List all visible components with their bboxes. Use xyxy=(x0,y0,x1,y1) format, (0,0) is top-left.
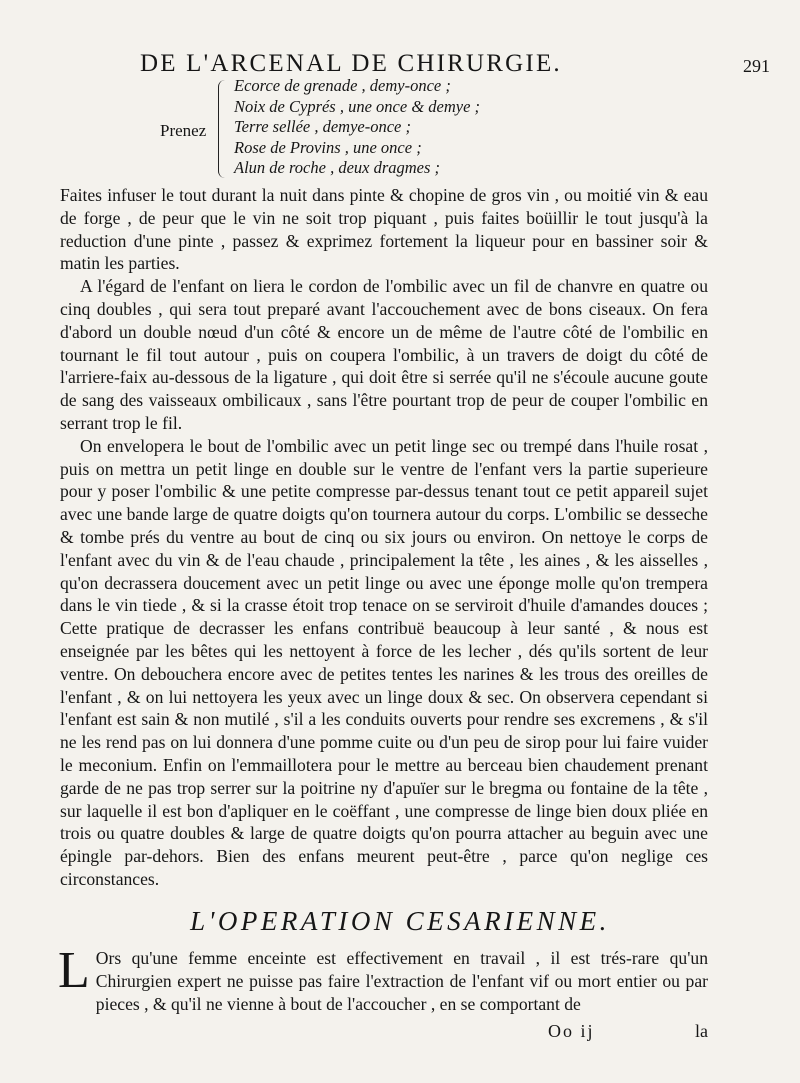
paragraph: Faites infuser le tout durant la nuit dans pinte & chopine de gros vin , ou moitié vin & eau de forge , de peur que le vin ne soit trop piquant , puis faites boüillir le tout jusqu'à la reduction d'une pinte , passez & exprimez fortement la liqueur pour en bassiner soir & matin les parties. xyxy=(60,185,708,274)
section-text: Ors qu'une femme enceinte est effectivement en travail , il est trés-rare qu'un Chirurgien expert ne puisse pas faire l'extraction de l'enfant vif ou mort entier ou par pieces , & qu'il ne vienne à bout de l'accoucher , en se comportant de xyxy=(95,948,708,1014)
section-title: L'OPERATION CESARIENNE. xyxy=(190,906,610,936)
recipe-brace xyxy=(218,80,227,178)
recipe-ingredient: Alun de roche , deux dragmes ; xyxy=(234,158,441,178)
recipe-ingredient: Noix de Cyprés , une once & demye ; xyxy=(234,96,481,116)
signature-mark: Oo ij xyxy=(548,1021,595,1041)
recipe-ingredient: Rose de Provins , une once ; xyxy=(234,137,422,157)
page-footer xyxy=(60,1021,708,1045)
running-title: DE L'ARCENAL DE CHIRURGIE. xyxy=(140,50,562,77)
section-body xyxy=(58,942,708,1015)
page-number: 291 xyxy=(743,56,770,76)
recipe-verb: Prenez xyxy=(160,121,207,140)
drop-cap: L xyxy=(58,942,90,999)
recipe-ingredient: Terre sellée , demye-once ; xyxy=(234,117,411,137)
body-text xyxy=(60,184,708,891)
recipe-block xyxy=(160,76,720,180)
catchword: la xyxy=(695,1021,708,1041)
recipe-ingredient: Ecorce de grenade , demy-once ; xyxy=(234,76,451,95)
recipe-ingredient-list xyxy=(234,76,480,179)
paragraph: A l'égard de l'enfant on liera le cordon de l'ombilic avec un fil de chanvre en quatre ou cinq doubles , qui sera tout preparé avant l'accouchement avec de bons ciseaux. On fera d'abord un double nœud d'un côté & encore un de même de l'autre côté de l'ombilic en tournant le fil tout autour , puis on coupera l'ombilic, à un travers de doigt du côté de l'arriere-faix au-dessous de la ligature , qui doit être si serrée qu'il ne s'écoule aucune goute de sang des vaisseaux ombilicaux , sans l'être pourtant trop de peur de couper l'ombilic en serrant trop le fil. xyxy=(60,276,708,433)
paragraph: On envelopera le bout de l'ombilic avec un petit linge sec ou trempé dans l'huile rosat , puis on mettra un petit linge en double sur le ventre de l'enfant vers la partie superieure pour y poser l'ombilic & une petite compresse par-dessus tenant tout ce petit appareil sujet avec une bande large de quatre doigts qu'on tournera autour du corps. L'ombilic se desseche & tombe prés du ventre au bout de cinq ou six jours ou environ. On nettoye le corps de l'enfant avec du vin & de l'eau chaude , principalement la tête , les aines , & les aisselles , qu'on decrassera doucement avec un petit linge ou avec une éponge molle qu'on trempera dans le vin tiede , & si la crasse étoit trop tenace on se serviroit d'huile d'amandes douces ; Cette pratique de decrasser les enfans contribuë beaucoup à leur santé , & nous est enseignée par les bêtes qui les nettoyent à force de les lecher , dés qu'ils sortent de leur ventre. On debouchera encore avec de petites tentes les narines & les trous des oreilles de l'enfant , & on lui nettoyera les yeux avec un linge doux & sec. On observera cependant si l'enfant est sain & non mutilé , s'il a les conduits ouverts pour rendre ses excremens , & s'il ne les rend pas on lui donnera d'une pomme cuite ou d'un peu de sirop pour lui faire vuider le meconium. Enfin on l'emmaillotera pour le mettre au berceau bien chaudement prenant garde de ne pas trop serrer sur la poitrine ny d'apuïer sur le bregma ou fontaine de la tête , sur laquelle il est bon d'apliquer en le coëffant , une compresse de linge bien doux pliée en trois ou quatre doubles & large de quatre doigts qu'on pourra attacher au beguin avec une épingle par-dehors. Bien des enfans meurent peut-être , parce qu'on neglige ces circonstances. xyxy=(60,435,708,889)
